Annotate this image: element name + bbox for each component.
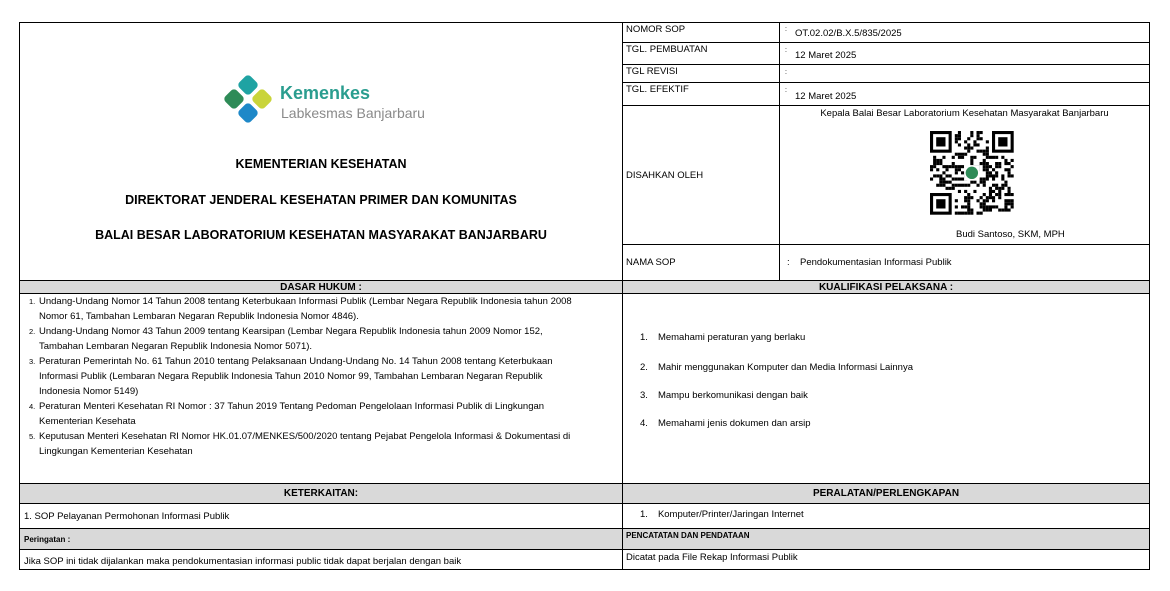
kualifikasi-item: 4. Memahami jenis dokumen dan arsip	[640, 418, 811, 429]
directorate-title: DIREKTORAT JENDERAL KESEHATAN PRIMER DAN KOMUNITAS	[125, 193, 517, 207]
tgl-revisi-label: TGL REVISI	[626, 66, 678, 77]
kualifikasi-header: KUALIFIKASI PELAKSANA :	[622, 280, 1150, 294]
kemenkes-logo-icon	[220, 73, 280, 123]
kualifikasi-item: 2. Mahir menggunakan Komputer dan Media Informasi Lainnya	[640, 362, 913, 373]
kualifikasi-section	[622, 280, 1150, 484]
pencatatan-title: PENCATATAN DAN PENDATAAN	[626, 531, 750, 540]
signer-title: Kepala Balai Besar Laboratorium Kesehatan Masyarakat Banjarbaru	[820, 108, 1109, 119]
nama-sop-value: Pendokumentasian Informasi Publik	[800, 257, 952, 268]
tgl-pembuatan-colon: :	[785, 47, 787, 54]
dasar-hukum-list	[29, 294, 619, 459]
law-item: 2. Undang-Undang Nomor 43 Tahun 2009 tentang Kearsipan (Lembar Negara Republik Indonesia tahun 2009 Nomor 152, Tambahan Lembaran Negaran Republik Indonesia Nomor 5071).	[29, 326, 543, 352]
meta-label-col	[622, 22, 780, 281]
tgl-revisi-colon: :	[785, 69, 787, 76]
keterkaitan-item: 1. SOP Pelayanan Permohonan Informasi Publik	[24, 511, 230, 522]
nomor-sop-label: NOMOR SOP	[626, 24, 686, 35]
office-title: BALAI BESAR LABORATORIUM KESEHATAN MASYARAKAT BANJARBARU	[95, 228, 547, 242]
tgl-efektif-label: TGL. EFEKTIF	[626, 84, 689, 95]
law-item: 1. Undang-Undang Nomor 14 Tahun 2008 tentang Keterbukaan Informasi Publik (Lembar Negara Republik Indonesia tahun 2008 Nomor 61, Tambahan Lembaran Negaran Republik Indonesia Nomor 4846).	[29, 296, 572, 322]
qr-code	[930, 131, 1018, 215]
nomor-sop-value: OT.02.02/B.X.5/835/2025	[795, 28, 902, 39]
peringatan-text: Jika SOP ini tidak dijalankan maka pendokumentasian informasi public tidak dapat berjalan dengan baik	[24, 556, 462, 567]
peralatan-item: 1. Komputer/Printer/Jaringan Internet	[640, 509, 804, 520]
nomor-sop-colon: :	[785, 26, 787, 33]
nama-sop-label: NAMA SOP	[626, 257, 676, 268]
tgl-efektif-value: 12 Maret 2025	[795, 91, 857, 102]
ministry-title: KEMENTERIAN KESEHATAN	[235, 157, 407, 171]
law-item: 5. Keputusan Menteri Kesehatan RI Nomor HK.01.07/MENKES/500/2020 tentang Pejabat Pengelola Informasi & Dokumentasi di Lingkungan Kementerian Kesehatan	[29, 431, 571, 457]
pencatatan-text: Dicatat pada File Rekap Informasi Publik	[626, 552, 798, 563]
law-item: 3. Peraturan Pemerintah No. 61 Tahun 2010 tentang Pelaksanaan Undang-Undang No. 14 Tahun 2008 tentang Keterbukaan Informasi Publik (Lembaran Negara Republik Indonesia Tahun 2010 Nomor 99, Tambahan Lembaran Negaran Republik Indonesia Nomor 5149)	[29, 356, 553, 397]
kualifikasi-item: 3. Mampu berkomunikasi dengan baik	[640, 390, 808, 401]
kualifikasi-item: 1. Memahami peraturan yang berlaku	[640, 332, 806, 343]
nama-sop-colon: :	[787, 257, 790, 268]
kemenkes-logo	[220, 73, 280, 123]
tgl-efektif-colon: :	[785, 87, 787, 94]
logo-name: Kemenkes	[280, 83, 371, 103]
keterkaitan-header: KETERKAITAN:	[19, 483, 623, 504]
tgl-pembuatan-label: TGL. PEMBUATAN	[626, 44, 708, 55]
peringatan-header-cell	[19, 528, 623, 550]
qr-code-icon	[930, 131, 1018, 215]
peringatan-title: Peringatan :	[24, 535, 71, 544]
law-item: 4. Peraturan Menteri Kesehatan RI Nomor : 37 Tahun 2019 Tentang Pedoman Pengelolaan Informasi Publik di Lingkungan Kementerian Kesehata	[29, 401, 545, 427]
peralatan-header: PERALATAN/PERLENGKAPAN	[622, 483, 1150, 504]
tgl-pembuatan-value: 12 Maret 2025	[795, 50, 857, 61]
dasar-hukum-header: DASAR HUKUM :	[19, 280, 623, 294]
disahkan-label: DISAHKAN OLEH	[626, 170, 704, 181]
header-org-block	[19, 22, 623, 281]
signer-name: Budi Santoso, SKM, MPH	[956, 229, 1065, 240]
logo-subtitle: Labkesmas Banjarbaru	[281, 105, 425, 121]
